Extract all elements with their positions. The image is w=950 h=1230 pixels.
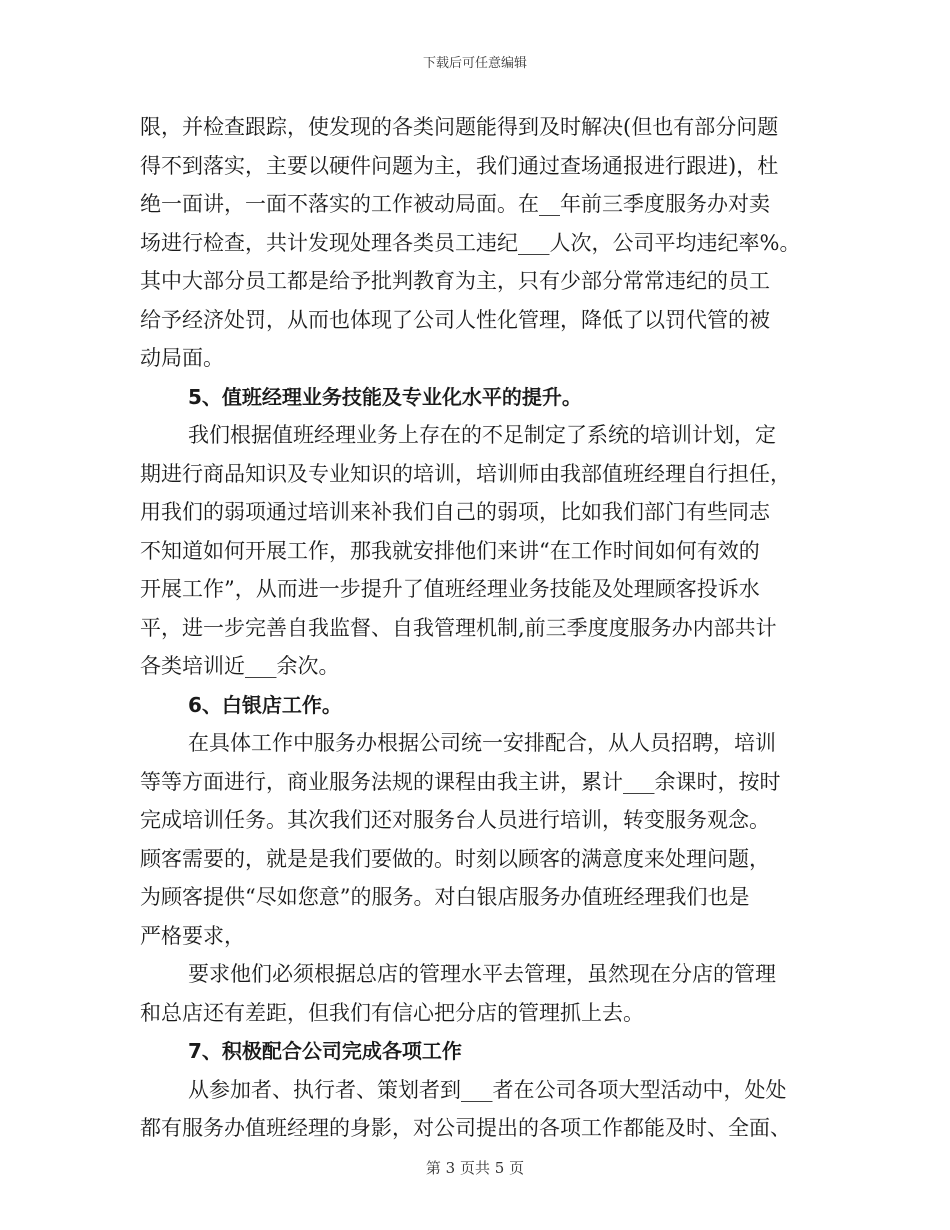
paragraph-branch-management — [140, 955, 805, 1032]
text-line: 其中大部分员工都是给予批判教育为主，只有少部分常常违纪的员工 — [140, 269, 770, 293]
text-line: 得不到落实，主要以硬件问题为主，我们通过查场通报进行跟进)，杜 — [140, 153, 779, 178]
section-heading-7: 7、积极配合公司完成各项工作 — [188, 1039, 462, 1063]
section-heading-5: 5、值班经理业务技能及专业化水平的提升。 — [188, 384, 582, 409]
text-line: 等等方面进行，商业服务法规的课程由我主讲，累计___余课时，按时 — [140, 769, 781, 794]
text-line: 平，进一步完善自我监督、自我管理机制,前三季度度服务办内部共计 — [140, 615, 777, 640]
text-line: 期进行商品知识及专业知识的培训，培训师由我部值班经理自行担任， — [140, 461, 791, 486]
text-line: 我们根据值班经理业务上存在的不足制定了系统的培训计划，定 — [188, 423, 776, 447]
paragraph-inspection — [140, 108, 805, 378]
section-heading-6: 6、白银店工作。 — [188, 692, 342, 717]
text-line: 和总店还有差距，但我们有信心把分店的管理抓上去。 — [140, 1000, 644, 1025]
text-line: 为顾客提供“尽如您意”的服务。对白银店服务办值班经理我们也是 — [140, 885, 750, 909]
text-line: 顾客需要的，就是是我们要做的。时刻以顾客的满意度来处理问题， — [140, 846, 770, 871]
text-line: 给予经济处罚，从而也体现了公司人性化管理，降低了以罚代管的被 — [140, 307, 770, 332]
text-line: 在具体工作中服务办根据公司统一安排配合，从人员招聘，培训 — [188, 731, 776, 755]
text-line: 不知道如何开展工作，那我就安排他们来讲“在工作时间如何有效的 — [140, 538, 760, 563]
text-line: 完成培训任务。其次我们还对服务台人员进行培训，转变服务观念。 — [140, 808, 770, 832]
paragraph-baiyin-store — [140, 724, 805, 955]
text-line: 场进行检查，共计发现处理各类员工违纪___人次，公司平均违纪率%。 — [140, 230, 801, 255]
paragraph-cooperation — [140, 1071, 805, 1148]
text-line: 要求他们必须根据总店的管理水平去管理，虽然现在分店的管理 — [188, 962, 776, 986]
text-line: 严格要求， — [140, 923, 245, 948]
paragraph-training — [140, 416, 805, 686]
text-line: 限，并检查跟踪，使发现的各类问题能得到及时解决(但也有部分问题 — [140, 115, 779, 139]
text-line: 用我们的弱项通过培训来补我们自己的弱项，比如我们部门有些同志 — [140, 500, 770, 524]
text-line: 开展工作”，从而进一步提升了值班经理业务技能及处理顾客投诉水 — [140, 577, 760, 601]
text-line: 都有服务办值班经理的身影，对公司提出的各项工作都能及时、全面、 — [140, 1116, 791, 1140]
page-number: 第 3 页共 5 页 — [425, 1159, 525, 1177]
text-line: 从参加者、执行者、策划者到___者在公司各项大型活动中，处处 — [188, 1077, 787, 1102]
document-body — [140, 108, 805, 1148]
text-line: 绝一面讲，一面不落实的工作被动局面。在__年前三季度服务办对卖 — [140, 192, 770, 216]
page-header: 下载后可任意编辑 — [422, 56, 527, 71]
text-line: 各类培训近___余次。 — [140, 654, 340, 678]
text-line: 动局面。 — [140, 346, 224, 370]
